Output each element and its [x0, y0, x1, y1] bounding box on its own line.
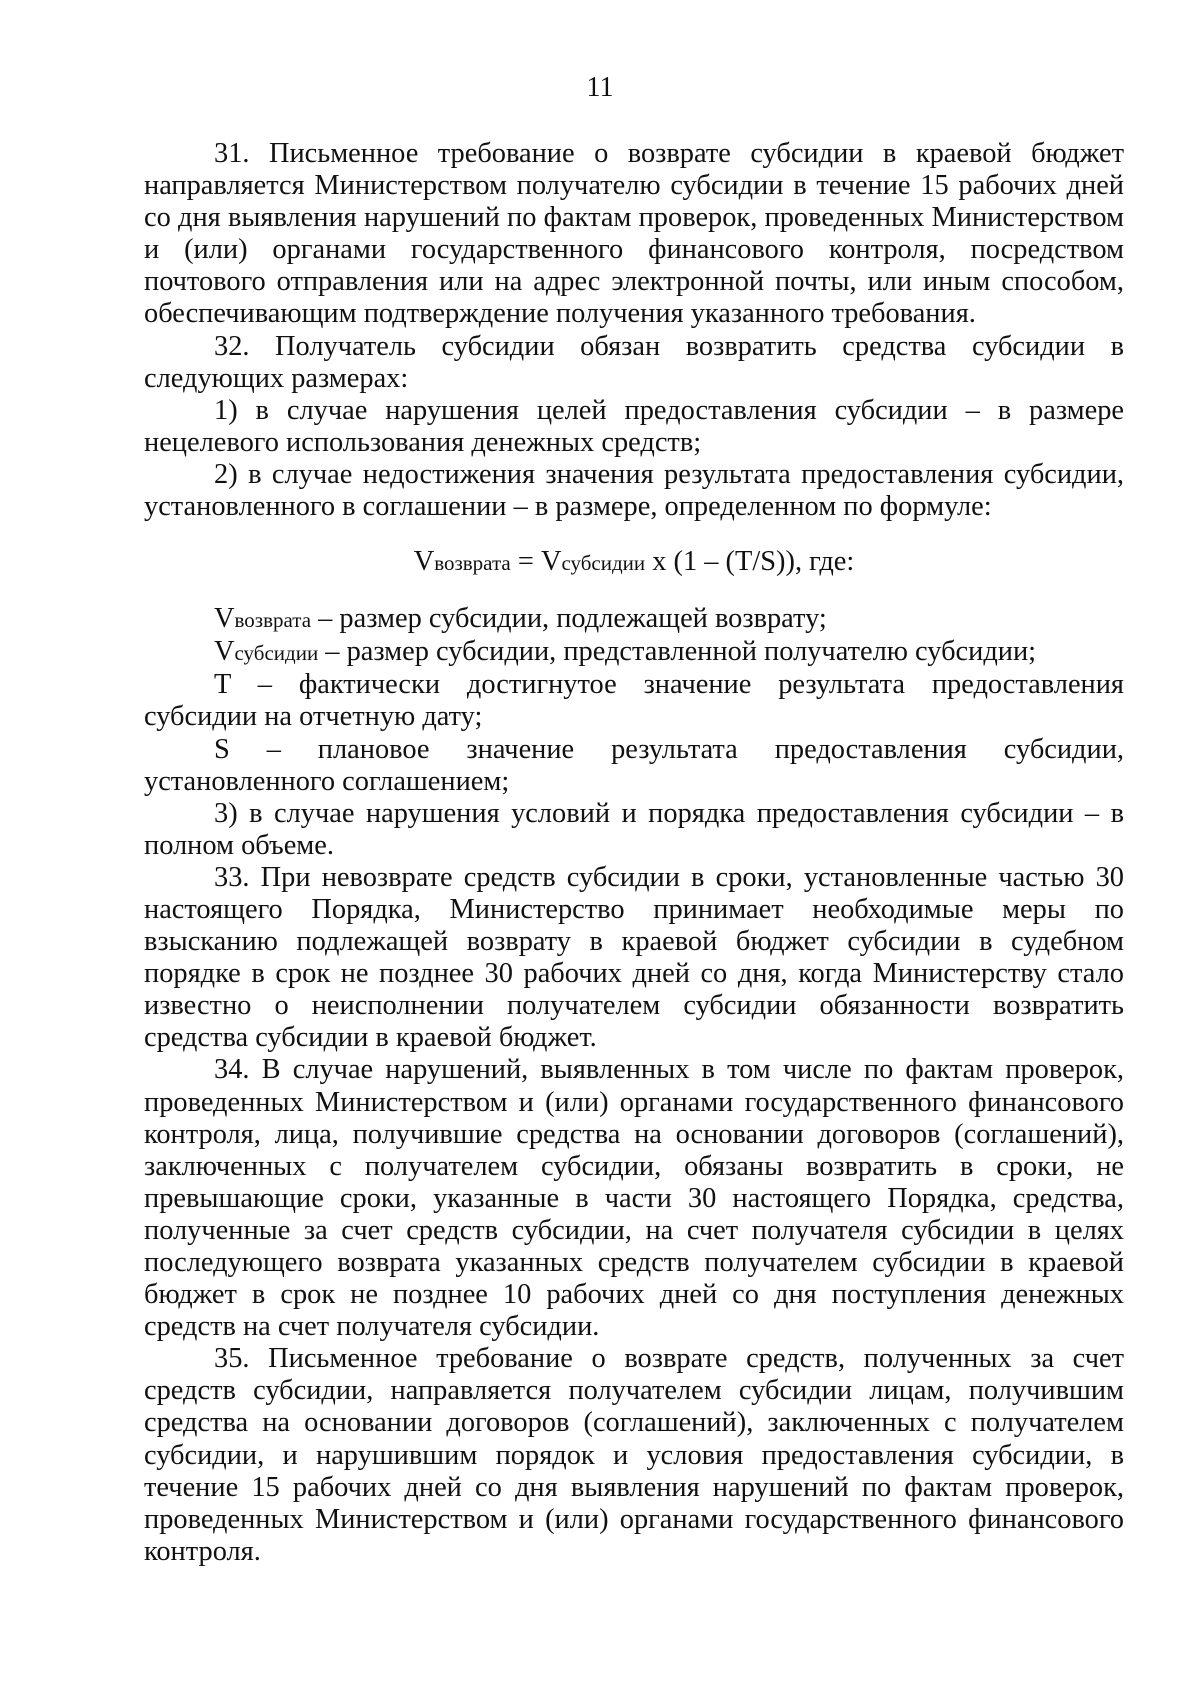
definition-v-subsidy-symbol: V: [214, 636, 235, 668]
definition-t: T – фактически достигнутое значение результата предоставления субсидии на отчетную дату;: [144, 669, 1124, 733]
definition-v-subsidy-text: – размер субсидии, представленной получателю субсидии;: [318, 636, 1037, 668]
paragraph-32-item-3: 3) в случае нарушения условий и порядка предоставления субсидии – в полном объеме.: [144, 797, 1124, 861]
paragraph-35: 35. Письменное требование о возврате средств, полученных за счет средств субсидии, направляется получателем субсидии лицам, получившим средства на основании договоров (соглашений), заключенных с получателем субсидии, и нарушившим порядок и условия предоставления субсидии, в течение 15 рабочих дней со дня выявления нарушений по фактам проверок, проведенных Министерством и (или) органами государственного финансового контроля.: [144, 1343, 1124, 1567]
document-body: [144, 138, 1124, 1568]
formula-v-return: V: [413, 546, 435, 578]
formula-rest: x (1 – (T/S)), где:: [645, 546, 855, 578]
definition-v-return: [144, 603, 1124, 636]
paragraph-32: 32. Получатель субсидии обязан возвратить средства субсидии в следующих размерах:: [144, 330, 1124, 394]
definition-v-subsidy: [144, 636, 1124, 669]
paragraph-32-item-1: 1) в случае нарушения целей предоставления субсидии – в размере нецелевого использования денежных средств;: [144, 394, 1124, 458]
formula-v-subsidy-subscript: субсидии: [561, 551, 646, 576]
definition-v-subsidy-subscript: субсидии: [234, 641, 319, 666]
paragraph-33: 33. При невозврате средств субсидии в сроки, установленные частью 30 настоящего Порядка, Министерство принимает необходимые меры по взысканию подлежащей возврату в краевой бюджет субсидии в судебном порядке в срок не позднее 30 рабочих дней со дня, когда Министерству стало известно о неисполнении получателем субсидии обязанности возвратить средства субсидии в краевой бюджет.: [144, 861, 1124, 1054]
page-number: 11: [586, 72, 614, 103]
definition-v-return-symbol: V: [214, 603, 235, 635]
definition-v-return-subscript: возврата: [234, 608, 312, 633]
formula-v-return-subscript: возврата: [434, 551, 511, 576]
paragraph-31: 31. Письменное требование о возврате субсидии в краевой бюджет направляется Министерством получателю субсидии в течение 15 рабочих дней со дня выявления нарушений по фактам проверок, проведенных Министерством и (или) органами государственного финансового контроля, посредством почтового отправления или на адрес электронной почты, или иным способом, обеспечивающим подтверждение получения указанного требования.: [144, 138, 1124, 330]
formula-equals: =: [510, 546, 541, 578]
definition-s: S – плановое значение результата предоставления субсидии, установленного соглашением;: [144, 733, 1124, 797]
paragraph-32-item-2: 2) в случае недостижения значения результата предоставления субсидии, установленного в соглашении – в размере, определенном по формуле:: [144, 458, 1124, 523]
formula: [144, 546, 1124, 579]
paragraph-34: 34. В случае нарушений, выявленных в том числе по фактам проверок, проведенных Министерством и (или) органами государственного финансового контроля, лица, получившие средства на основании договоров (соглашений), заключенных с получателем субсидии, обязаны возвратить в сроки, не превышающие сроки, указанные в части 30 настоящего Порядка, средства, полученные за счет средств субсидии, на счет получателя субсидии в целях последующего возврата указанных средств получателем субсидии в краевой бюджет в срок не позднее 10 рабочих дней со дня поступления денежных средств на счет получателя субсидии.: [144, 1054, 1124, 1343]
definition-v-return-text: – размер субсидии, подлежащей возврату;: [311, 603, 827, 635]
formula-v-subsidy: V: [540, 546, 562, 578]
